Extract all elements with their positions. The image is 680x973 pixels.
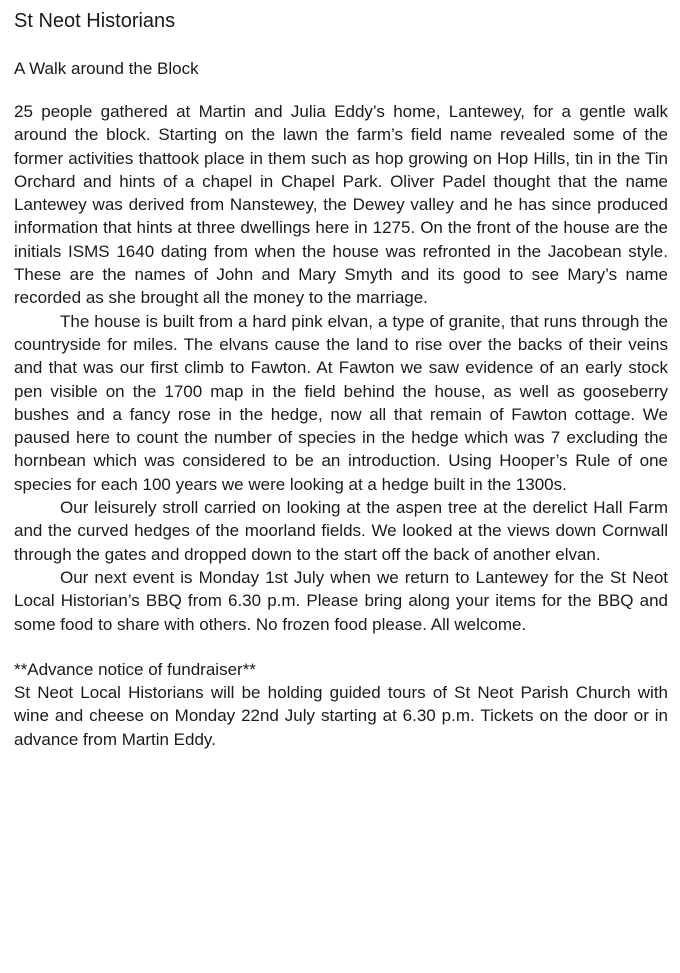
article-paragraph-3: Our leisurely stroll carried on looking at the aspen tree at the derelict Hall Farm and the curved hedges of the moorland fields. We looked at the views down Cornwall through the gates and dropped down to the start off the back of another elvan. <box>14 498 668 564</box>
article-paragraph-2: The house is built from a hard pink elvan, a type of granite, that runs through the countryside for miles. The elvans cause the land to rise over the backs of their veins and that was our first climb to Fawton. At Fawton we saw evidence of an early stock pen visible on the 1700 map in the field behind the house, as well as gooseberry bushes and a fancy rose in the hedge, now all that remain of Fawton cottage. We paused here to count the number of species in the hedge which was 7 excluding the hornbean which was considered to be an introduction. Using Hooper’s Rule of one species for each 100 years we were looking at a hedge built in the 1300s. <box>14 311 668 494</box>
document-page <box>14 8 668 751</box>
article-title: A Walk around the Block <box>14 59 199 78</box>
notice-heading: **Advance notice of fundraiser** <box>14 659 256 679</box>
section-spacer <box>14 636 668 658</box>
article-paragraph-1: 25 people gathered at Martin and Julia Eddy’s home, Lantewey, for a gentle walk around the block. Starting on the lawn the farm’s field name revealed some of the former activities thattook place in them such as hop growing on Hop Hills, tin in the Tin Orchard and hints of a chapel in Chapel Park. Oliver Padel thought that the name Lantewey was derived from Nanstewey, the Dewey valley and he has since produced information that hints at three dwellings here in 1275. On the front of the house are the initials ISMS 1640 dating from when the house was refronted in the Jacobean style. These are the names of John and Mary Smyth and its good to see Mary’s name recorded as she brought all the money to the marriage. <box>14 102 668 308</box>
notice-text: St Neot Local Historians will be holding guided tours of St Neot Parish Church with wine and cheese on Monday 22nd July starting at 6.30 p.m. Tickets on the door or in advance from Martin Eddy. <box>14 683 668 749</box>
page-title: St Neot Historians <box>14 10 176 32</box>
article-paragraph-4: Our next event is Monday 1st July when we return to Lantewey for the St Neot Local Historian’s BBQ from 6.30 p.m. Please bring along your items for the BBQ and some food to share with others. No frozen food please. All welcome. <box>14 567 668 634</box>
